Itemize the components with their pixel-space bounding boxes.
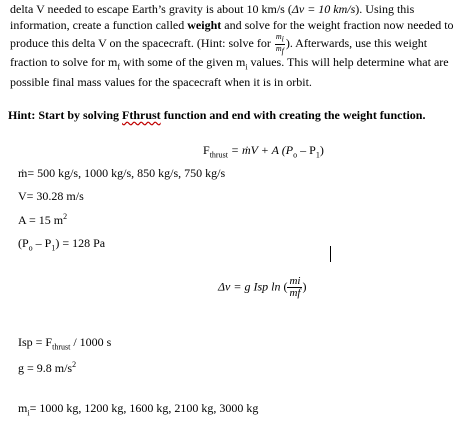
gravity-value: g = 9.8 $m/s^2$	[18, 360, 77, 375]
intro-text-3: and solve for the weight fraction now needed to produce this delta V on the spacecraft. (Hint: solve for	[10, 17, 454, 50]
text-cursor	[330, 246, 331, 262]
rocket-equation: Δv = g Isp ln ( $\frac{mi}{mf}$ )	[218, 275, 307, 299]
intro-text-6: values. This will help determine what are possible final mass values for the spacecraft when it is in orbit.	[10, 55, 449, 90]
weight-keyword: weight	[187, 17, 222, 32]
pressure-value: $(P_o - P_1) = 128$ Pa	[18, 236, 106, 253]
mdot-values: ṁ= 500 kg/s, 1000 kg/s, 850 kg/s, 750 kg/s	[18, 166, 226, 180]
intro-text-1: delta V needed to escape Earth’s gravity is about 10 km/s (	[10, 2, 292, 16]
intro-text-2: ). Using this information, create a function called	[10, 2, 415, 32]
velocity-value: V= 30.28 m/s	[18, 189, 84, 203]
isp-equation: Isp = $F_{thrust} / 1000$ s	[18, 335, 112, 352]
thrust-equation: $F_{thrust}$ = ṁV + A $(P_o - P_1)$	[203, 143, 324, 160]
delta-v-equation: Δv = 10 km/s	[291, 2, 356, 16]
fthrust-word: Fthrust	[122, 108, 161, 122]
intro-text-4: ). Afterwards, use this weight fraction to solve for m	[10, 35, 428, 70]
mass-fraction: $\frac{m_i}{m_f}$	[275, 32, 284, 56]
problem-paragraph: delta V needed to escape Earth’s gravity is about 10 km/s (Δv = 10 km/s). Using this information, create a function called weight and solve for the weight fraction now needed to produce this delta V on the spacecraft. (Hint: solve for $\frac{m_i}{m_f}$ ). Afterwards, use this weight fraction to solve for $m_f$ with some of the given $m_i$ values. This will help determine what are possible final mass values for the spacecraft when it is in orbit.	[10, 2, 454, 90]
area-value: A = 15 $m^2$	[18, 212, 68, 227]
hint-line: Hint: Start by solving Fthrust function and end with creating the weight function.	[8, 108, 426, 122]
rocket-mass-fraction: $\frac{mi}{mf}$	[289, 275, 301, 299]
initial-mass-values: $m_i= 1000$ kg, 1200 kg, 1600 kg, 2100 kg, 3000 kg	[18, 401, 259, 418]
intro-text-5: with some of the given m	[119, 55, 246, 70]
